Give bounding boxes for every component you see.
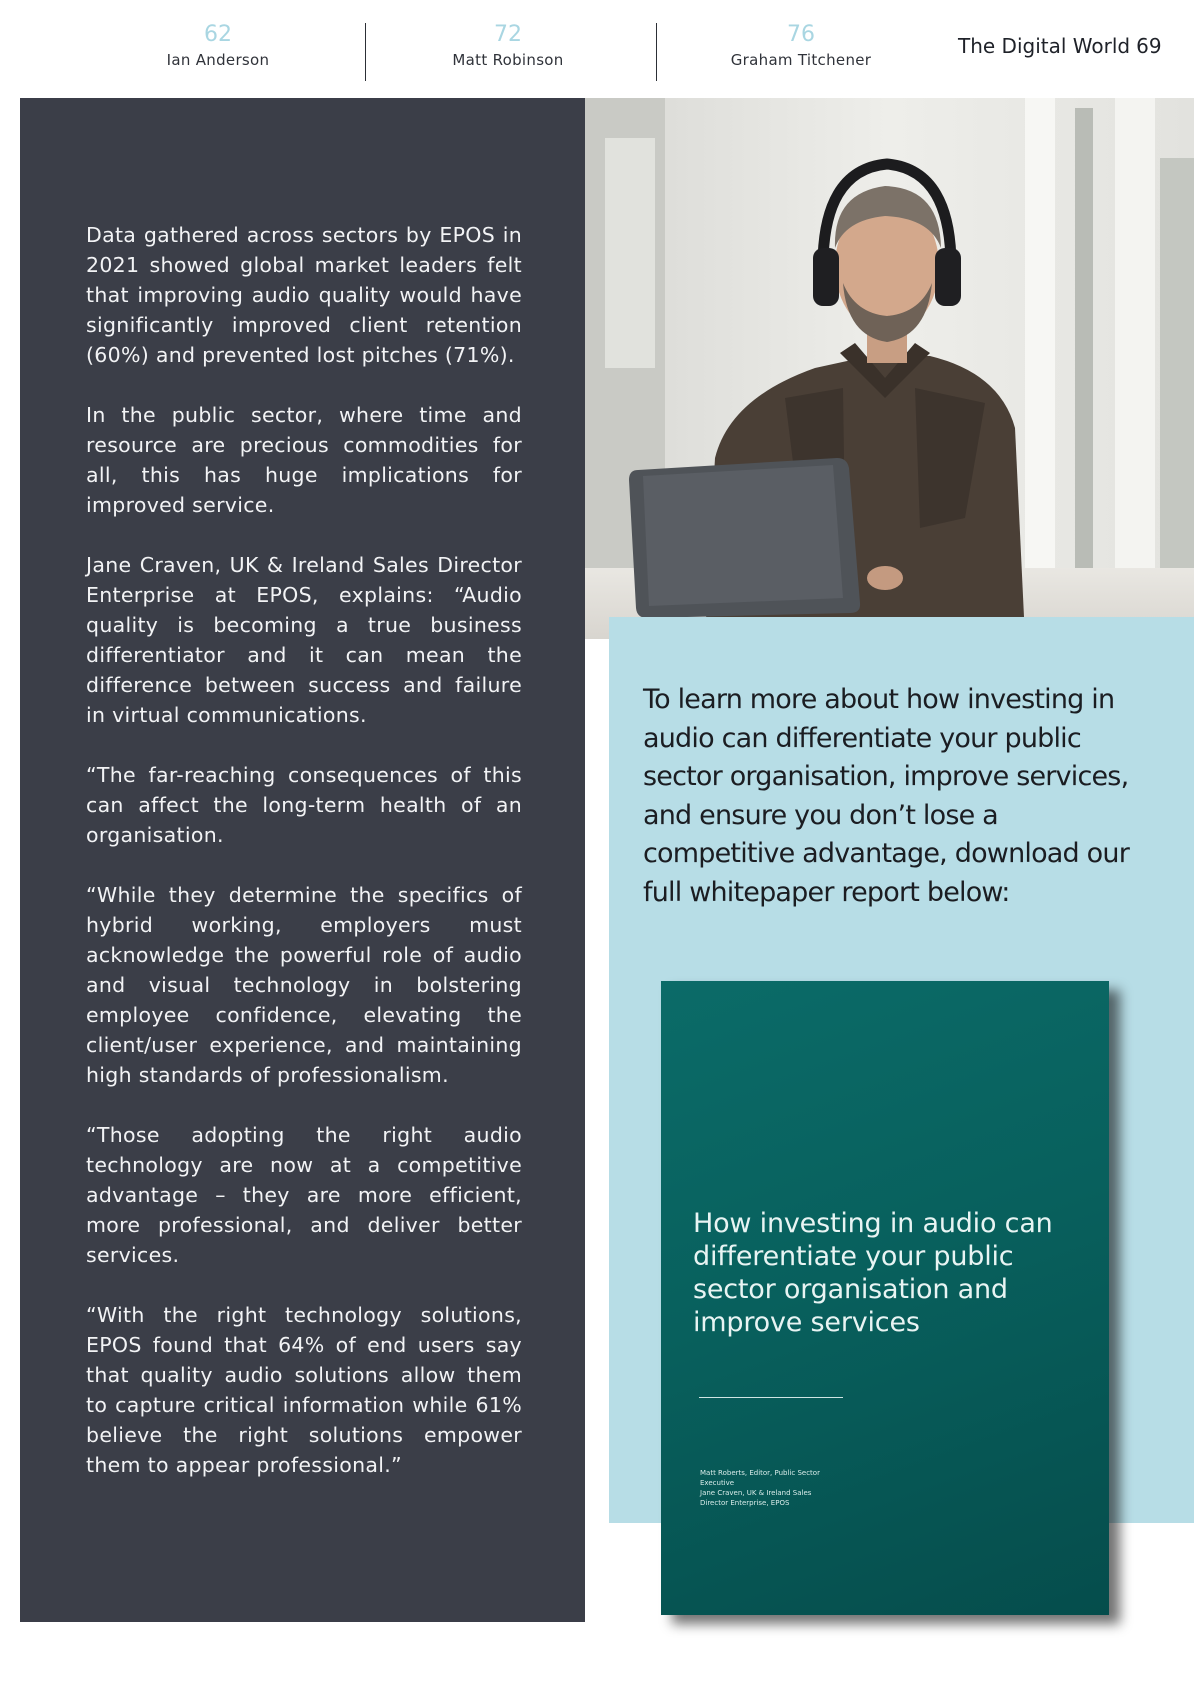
cta-text: To learn more about how investing in audio can differentiate your public sector organisation, improve services, and ensure you don’t lose a competitive advantage, download our full whitepaper report below: (643, 684, 1130, 908)
man-with-headset-at-laptop-image (585, 98, 1194, 639)
page-number: 69 (1136, 34, 1162, 58)
publication-title: The Digital World (958, 34, 1131, 58)
page-header (0, 0, 1200, 98)
nav-page-number: 72 (494, 22, 522, 47)
article-paragraph: In the public sector, where time and resource are precious commodities for all, this has huge implications for improved service. (86, 403, 522, 517)
nav-author-name: Ian Anderson (166, 51, 270, 69)
whitepaper-credit: Jane Craven, UK & Ireland Sales Director Enterprise, EPOS (700, 1489, 812, 1507)
nav-divider (656, 23, 657, 81)
article-paragraph: “While they determine the specifics of hybrid working, employers must acknowledge the powerful role of audio and visual technology in bolstering employee confidence, elevating the client/user experience, and maintaining high standards of professionalism. (86, 883, 522, 1087)
nav-link-matt-robinson[interactable] (398, 20, 618, 70)
nav-link-ian-anderson[interactable] (108, 20, 328, 70)
nav-divider (365, 23, 366, 81)
article-paragraph: “The far-reaching consequences of this can affect the long-term health of an organisation. (86, 763, 522, 847)
whitepaper-cover[interactable] (661, 981, 1109, 1615)
nav-page-number: 76 (787, 22, 815, 47)
nav-author-name: Graham Titchener (730, 51, 872, 69)
nav-link-graham-titchener[interactable] (691, 20, 911, 70)
article-paragraph: Data gathered across sectors by EPOS in 2021 showed global market leaders felt that improving audio quality would have significantly improved client retention (60%) and prevented lost pitches (71%). (86, 223, 522, 367)
article-paragraph: “With the right technology solutions, EPOS found that 64% of end users say that quality audio solutions allow them to capture critical information while 61% believe the right solutions empower them to appear professional.” (86, 1303, 522, 1477)
whitepaper-credits (700, 1468, 830, 1508)
whitepaper-rule (699, 1397, 843, 1398)
nav-author-name: Matt Robinson (452, 51, 564, 69)
article-body (86, 220, 522, 1510)
hero-photo (585, 98, 1194, 639)
whitepaper-title: How investing in audio can differentiate your public sector organisation and improve services (693, 1208, 1053, 1338)
nav-page-number: 62 (204, 22, 232, 47)
article-paragraph: Jane Craven, UK & Ireland Sales Director Enterprise at EPOS, explains: “Audio quality is becoming a true business differentiator and it can mean the difference between success and failure in virtual communications. (86, 553, 522, 727)
whitepaper-credit: Matt Roberts, Editor, Public Sector Executive (700, 1469, 820, 1487)
article-paragraph: “Those adopting the right audio technology are now at a competitive advantage – they are more efficient, more professional, and deliver better services. (86, 1123, 522, 1267)
publication-folio (958, 34, 1162, 58)
article-panel (20, 98, 585, 1622)
